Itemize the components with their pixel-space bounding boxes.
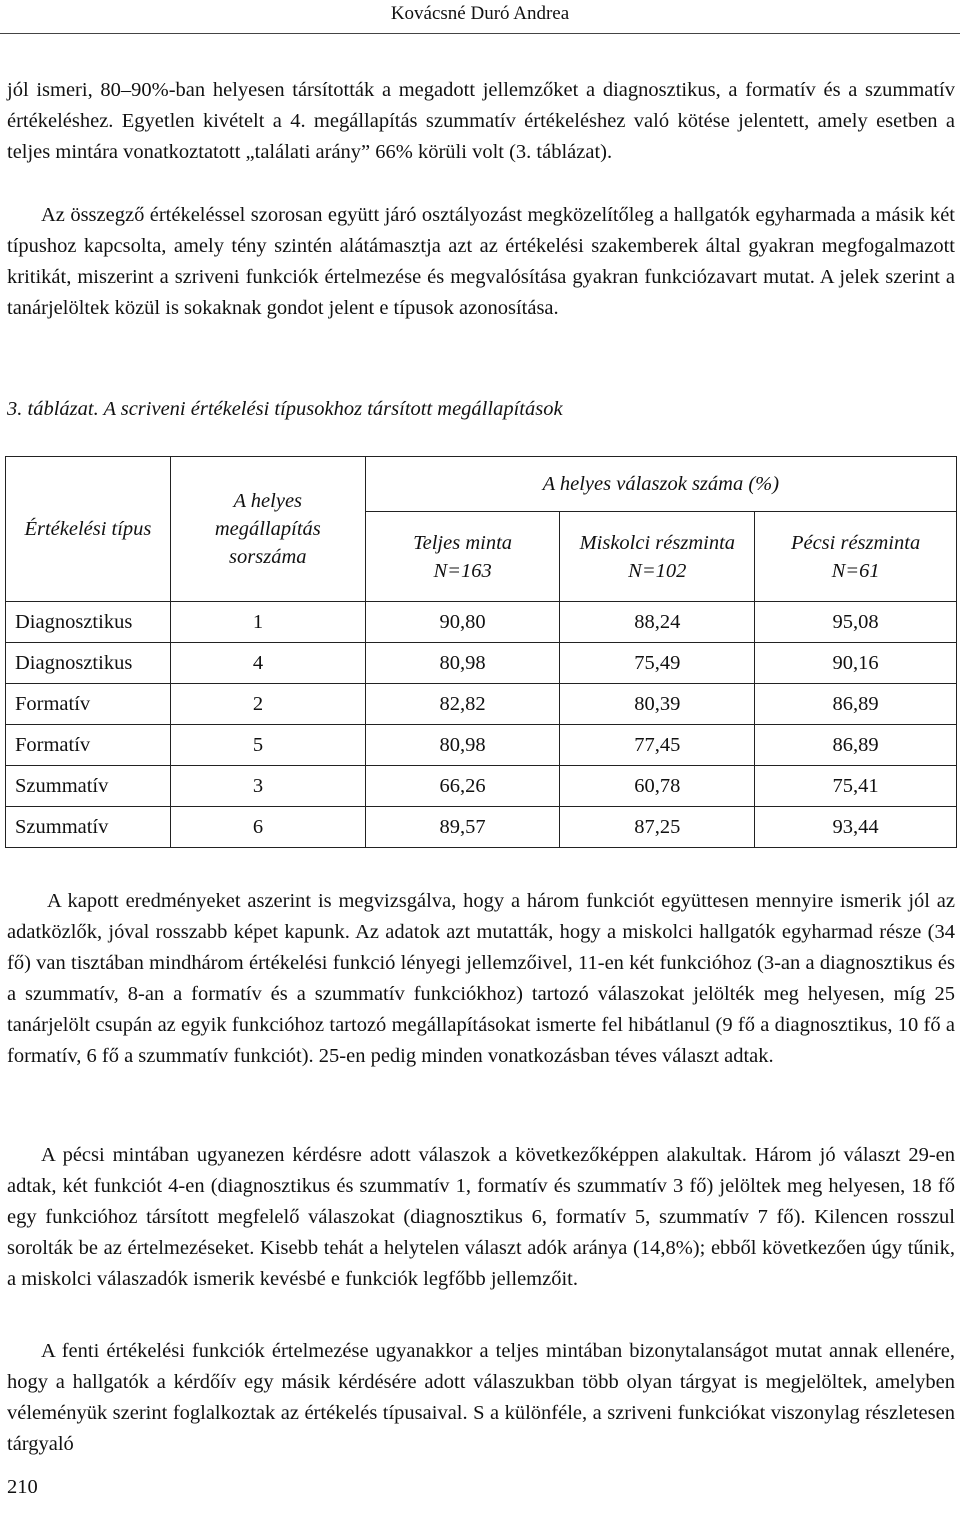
cell-total-sample: 80,98 — [365, 643, 560, 684]
cell-pecs-subsample: 93,44 — [755, 807, 957, 848]
header-statement-number: A helyes megállapítás sorszáma — [170, 457, 365, 602]
table-row — [6, 725, 957, 766]
paragraph-2: Az összegző értékeléssel szorosan együtt járó osztályozást megközelítőleg a hallgatók egyharmada a másik két típushoz kapcsolta, amely tény szintén alátámasztja azt az értékelési szakemberek által gyakran megfogalmazott kritikát, miszerint a szriveni funkciók értelmezése és megvalósítása gyakran funkciózavart mutat. A jelek szerint a tanárjelöltek közül is sokaknak gondot jelent e típusok azonosítása. — [7, 204, 955, 319]
paragraph-4: A pécsi mintában ugyanezen kérdésre adott válaszok a következőképpen alakultak. Három jó választ 29-en adtak, két funkciót 4-en (diagnosztikus és szummatív 1, formatív és szummatív 3 fő) jelöltek meg helyesen, 18 fő egy funkcióhoz társított megfelelő válaszokat (diagnosztikus 6, formatív 5, szummatív 7 fő). Kilencen rosszul sorolták be az értelmezéseket. Kisebb tehát a helytelen választ adók aránya (14,8%); ebből következően úgy tűnik, a miskolci válaszadók ismerik kevésbé e funkciók legfőbb jellemzőit. — [7, 1144, 955, 1290]
table-row — [6, 643, 957, 684]
cell-evaluation-type: Formatív — [6, 684, 171, 725]
cell-pecs-subsample: 86,89 — [755, 684, 957, 725]
running-header: Kovácsné Duró Andrea — [390, 3, 570, 24]
paragraph-5: A fenti értékelési funkciók értelmezése ugyanakkor a teljes mintában bizonytalanságot mutat annak ellenére, hogy a hallgatók a kérdőív egy másik kérdésére adott válaszukban több olyan tárgyat is megjelöltek, amelyben véleményük szerint foglalkoztak az értékelés típusaival. S a különféle, a szriveni funkciókat viszonylag részletesen tárgyaló — [7, 1340, 955, 1455]
cell-miskolc-subsample: 80,39 — [560, 684, 755, 725]
cell-evaluation-type: Szummatív — [6, 807, 171, 848]
table-row — [6, 807, 957, 848]
page-number: 210 — [7, 1476, 38, 1498]
header-correct-answers-group: A helyes válaszok száma (%) — [365, 457, 956, 512]
cell-evaluation-type: Formatív — [6, 725, 171, 766]
paragraph-1: jól ismeri, 80–90%-ban helyesen társították a megadott jellemzőket a diagnosztikus, a formatív és a szummatív értékeléshez. Egyetlen kivételt a 4. megállapítás szummatív értékeléshez való kötése jelentett, amely esetben a teljes mintára vonatkoztatott „találati arány” 66% körüli volt (3. táblázat). — [7, 79, 955, 163]
cell-miskolc-subsample: 88,24 — [560, 602, 755, 643]
cell-miskolc-subsample: 87,25 — [560, 807, 755, 848]
cell-statement-number: 1 — [170, 602, 365, 643]
cell-statement-number: 5 — [170, 725, 365, 766]
cell-evaluation-type: Szummatív — [6, 766, 171, 807]
cell-evaluation-type: Diagnosztikus — [6, 643, 171, 684]
header-total-sample: Teljes minta N=163 — [365, 512, 560, 602]
cell-miskolc-subsample: 77,45 — [560, 725, 755, 766]
cell-total-sample: 82,82 — [365, 684, 560, 725]
cell-statement-number: 2 — [170, 684, 365, 725]
header-pecs-subsample: Pécsi részminta N=61 — [755, 512, 957, 602]
cell-miskolc-subsample: 60,78 — [560, 766, 755, 807]
cell-pecs-subsample: 86,89 — [755, 725, 957, 766]
header-evaluation-type: Értékelési típus — [6, 457, 171, 602]
cell-pecs-subsample: 95,08 — [755, 602, 957, 643]
paragraph-3: A kapott eredményeket aszerint is megvizsgálva, hogy a három funkciót együttesen mennyire ismerik jól az adatközlők, jóval rosszabb képet kapunk. Az adatok azt mutatták, hogy a miskolci hallgatók egyharmad része (34 fő) van tisztában mindhárom értékelési funkció lényegi jellemzőivel, 11-en két funkcióhoz (3-an a diagnosztikus és a szummatív, 8-an a formatív és a szummatív funkciókhoz) tartozó válaszokat jelölték meg helyesen, míg 25 tanárjelölt csupán az egyik funkcióhoz tartozó megállapításokat ismerte fel hibátlanul (9 fő a diagnosztikus, 10 fő a formatív, 6 fő a szummatív funkciót). 25-en pedig minden vonatkozásban téves választ adtak. — [7, 890, 955, 1067]
cell-total-sample: 89,57 — [365, 807, 560, 848]
cell-total-sample: 90,80 — [365, 602, 560, 643]
cell-pecs-subsample: 90,16 — [755, 643, 957, 684]
cell-total-sample: 66,26 — [365, 766, 560, 807]
table-caption: 3. táblázat. A scriveni értékelési típusokhoz társított megállapítások — [7, 398, 563, 420]
cell-statement-number: 6 — [170, 807, 365, 848]
cell-evaluation-type: Diagnosztikus — [6, 602, 171, 643]
cell-pecs-subsample: 75,41 — [755, 766, 957, 807]
cell-statement-number: 4 — [170, 643, 365, 684]
cell-statement-number: 3 — [170, 766, 365, 807]
table-row — [6, 766, 957, 807]
results-table — [5, 456, 957, 848]
table-row — [6, 602, 957, 643]
cell-total-sample: 80,98 — [365, 725, 560, 766]
header-rule — [0, 33, 960, 34]
cell-miskolc-subsample: 75,49 — [560, 643, 755, 684]
table-row — [6, 684, 957, 725]
header-miskolc-subsample: Miskolci részminta N=102 — [560, 512, 755, 602]
